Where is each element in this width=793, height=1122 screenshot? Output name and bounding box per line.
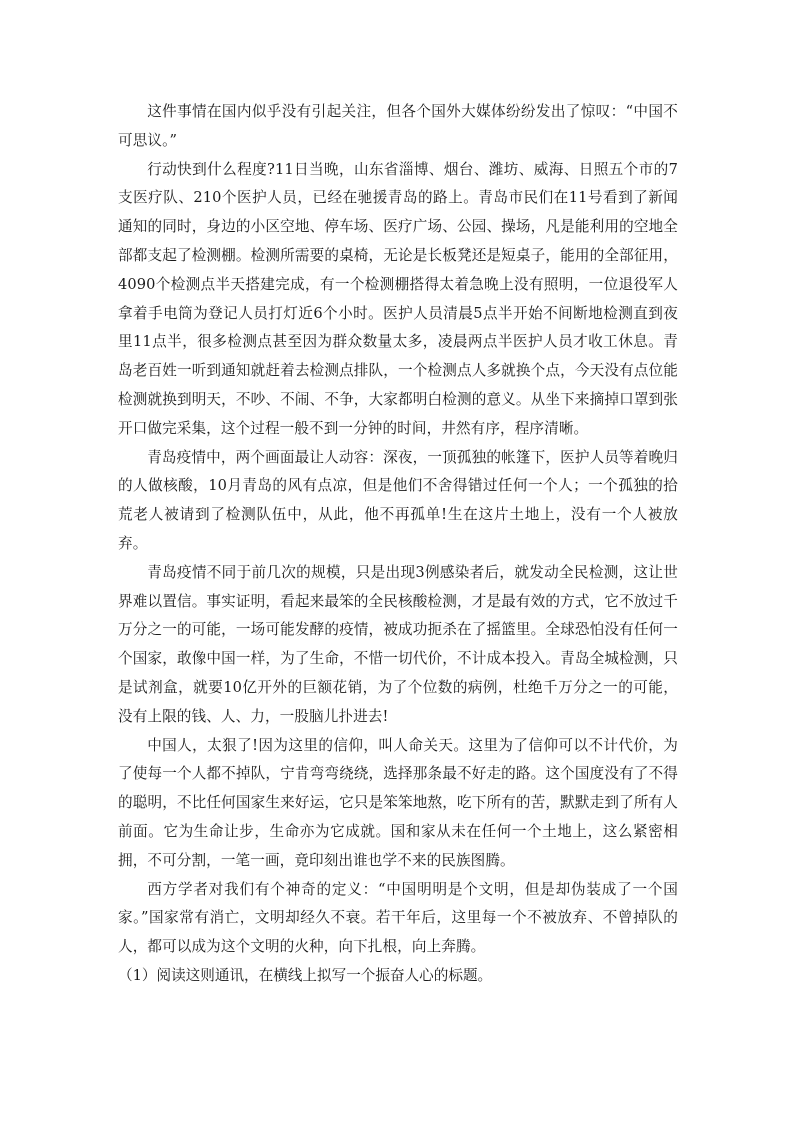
paragraph-chinese-people: 中国人，太狠了!因为这里的信仰，叫人命关天。这里为了信仰可以不计代价，为了使每一个人都不掉队，宁肯弯弯绕绕，选择那条最不好走的路。这个国度没有了不得的聪明，不比任何国家生来好运，它只是笨笨地熬，吃下所有的苦，默默走到了所有人前面。它为生命让步，生命亦为它成就。国和家从未在任何一个土地上，这么紧密相拥，不可分割，一笔一画，竟印刻出谁也学不来的民族图腾。 [118, 736, 678, 869]
paragraph-mass-testing: 青岛疫情不同于前几次的规模，只是出现3例感染者后，就发动全民检测，这让世界难以置信。事实证明，看起来最笨的全民核酸检测，才是最有效的方式，它不放过千万分之一的可能，一场可能发酵的疫情，被成功扼杀在了摇篮里。全球恐怕没有任何一个国家，敢像中国一样，为了生命，不惜一切代价，不计成本投入。青岛全城检测，只是试剂盒，就要10亿开外的巨额花销，为了个位数的病例，杜绝千万分之一的可能，没有上限的钱、人、力，一股脑儿扑进去! [118, 563, 678, 725]
paragraph-civilization: 西方学者对我们有个神奇的定义：“中国明明是个文明，但是却伪装成了一个国家。”国家常有消亡，文明却经久不衰。若干年后，这里每一个不被放弃、不曾掉队的人，都可以成为这个文明的火种，向下扎根，向上奔腾。 [118, 880, 678, 956]
paragraph-rapid-response: 行动快到什么程度?11日当晚，山东省淄博、烟台、潍坊、威海、日照五个市的7支医疗队、210个医护人员，已经在驰援青岛的路上。青岛市民们在11号看到了新闻通知的同时，身边的小区空地、停车场、医疗广场、公园、操场，凡是能利用的空地全部都支起了检测棚。检测所需要的桌椅，无论是长板凳还是短桌子，能用的全部征用，4090个检测点半天搭建完成，有一个检测棚搭得太着急晚上没有照明，一位退役军人拿着手电筒为登记人员打灯近6个小时。医护人员清晨5点半开始不间断地检测直到夜里11点半，很多检测点甚至因为群众数量太多，凌晨两点半医护人员才收工休息。青岛老百姓一听到通知就赶着去检测点排队，一个检测点人多就换个点，今天没有点位能检测就换到明天，不吵、不闹、不争，大家都明白检测的意义。从坐下来摘掉口罩到张开口做完采集，这个过程一般不到一分钟的时间，井然有序，程序清晰。 [118, 160, 678, 437]
paragraph-foreign-media-reaction: 这件事情在国内似乎没有引起关注，但各个国外大媒体纷纷发出了惊叹：“中国不可思议。” [118, 103, 678, 149]
paragraph-moving-scenes: 青岛疫情中，两个画面最让人动容：深夜，一顶孤独的帐篷下，医护人员等着晚归的人做核酸，10月青岛的风有点凉，但是他们不舍得错过任何一个人；一个孤独的拾荒老人被请到了检测队伍中，从此，他不再孤单!生在这片土地上，没有一个人被放弃。 [118, 448, 678, 552]
question-1: （1）阅读这则通讯，在横线上拟写一个振奋人心的标题。 [118, 966, 493, 984]
document-page [118, 98, 678, 991]
